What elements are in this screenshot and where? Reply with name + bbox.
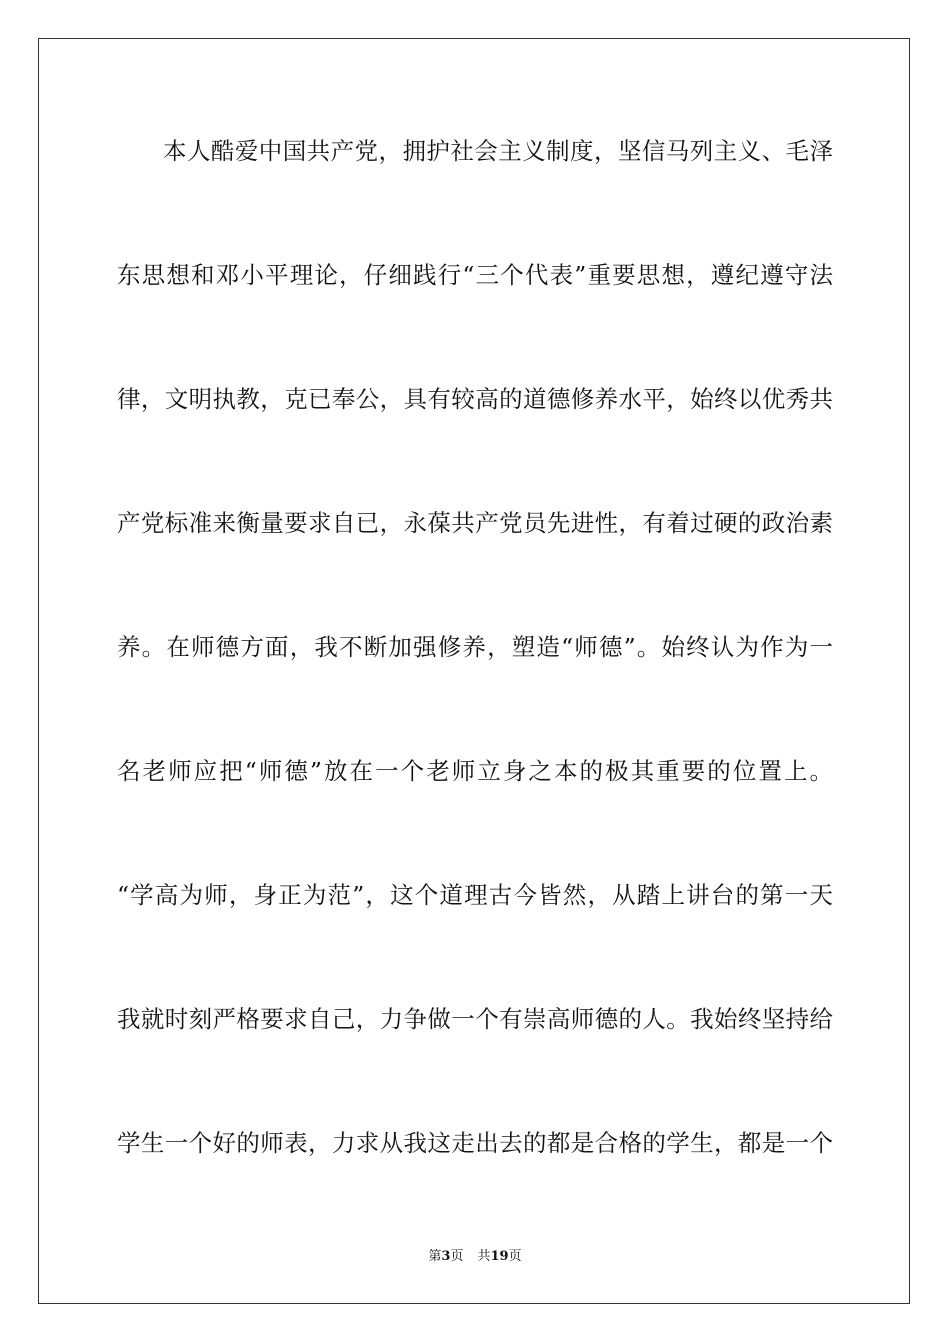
body-text-line-1: 本人酷爱中国共产党，拥护社会主义制度，坚信马列主义、毛泽 [163, 137, 833, 165]
page-number: 3 [441, 1249, 451, 1264]
page-prefix: 第 [428, 1249, 442, 1264]
body-text-line-3: 律，文明执教，克已奉公，具有较高的道德修养水平，始终以优秀共 [117, 385, 833, 413]
total-prefix: 共 [477, 1249, 491, 1264]
page-footer [0, 1248, 950, 1266]
body-text-line-9: 学生一个好的师表，力求从我这走出去的都是合格的学生，都是一个 [117, 1129, 833, 1157]
body-text-line-8: 我就时刻严格要求自己，力争做一个有崇高师德的人。我始终坚持给 [117, 1005, 833, 1033]
body-text-line-7: “学高为师，身正为范”，这个道理古今皆然，从踏上讲台的第一天 [117, 881, 833, 909]
page-border [38, 38, 910, 1304]
body-text-line-4: 产党标准来衡量要求自已，永葆共产党员先进性，有着过硬的政治素 [117, 509, 833, 537]
total-suffix: 页 [508, 1249, 522, 1264]
total-pages: 19 [490, 1249, 509, 1264]
page-suffix: 页 [450, 1249, 464, 1264]
body-text-line-5: 养。在师德方面，我不断加强修养，塑造“师德”。始终认为作为一 [117, 633, 833, 661]
body-text-line-2: 东思想和邓小平理论，仔细践行“三个代表”重要思想，遵纪遵守法 [117, 261, 833, 289]
body-text-line-6: 名老师应把“师德”放在一个老师立身之本的极其重要的位置上。 [117, 757, 833, 785]
